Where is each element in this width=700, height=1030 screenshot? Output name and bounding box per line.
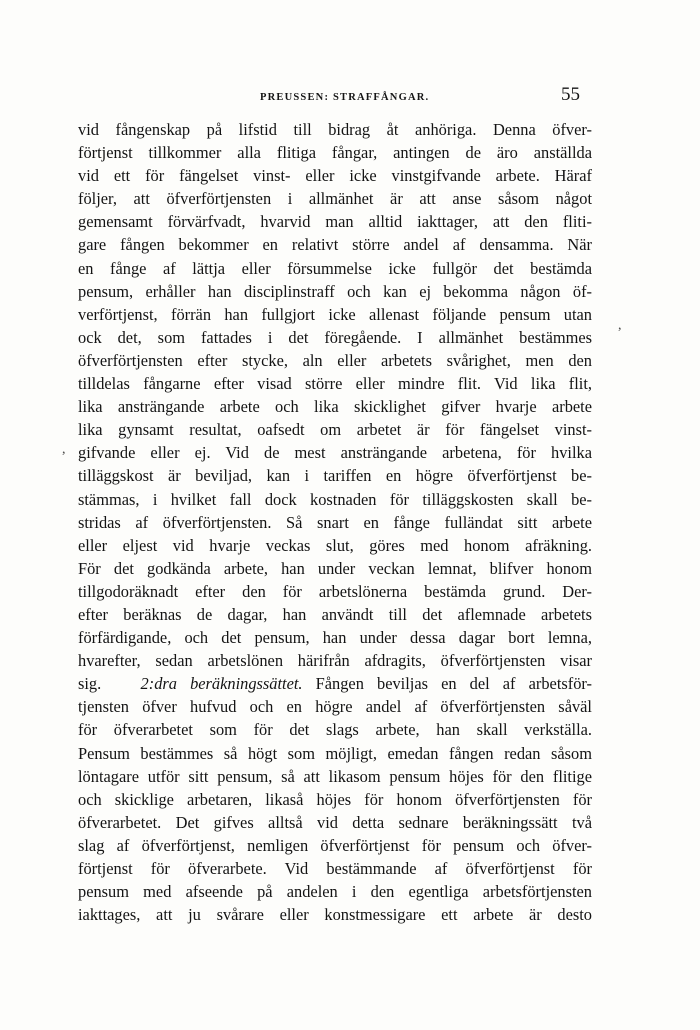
- text-line: slag af öfverförtjenst, nemligen öfverförtjenst för pensum och öfver-: [78, 835, 592, 855]
- text-line: eller eljest vid hvarje veckas slut, göres med honom afräkning.: [78, 535, 592, 555]
- text-line: tilldelas fångarne efter visad större eller mindre flit. Vid lika flit,: [78, 374, 592, 394]
- text-line: lika gynsamt resultat, oafsedt om arbetet är för fängelset vinst-: [78, 420, 592, 440]
- text-line: vid ett för fängelset vinst- eller icke vinstgifvande arbete. Häraf: [78, 166, 592, 186]
- text-line: tillgodoräknadt efter den för arbetslönerna bestämda grund. Der-: [78, 581, 592, 601]
- text-line: och skicklige arbetaren, likaså höjes för honom öfverförtjensten för: [78, 789, 592, 809]
- text-line-with-heading: [78, 672, 592, 695]
- text-line: pensum med afseende på andelen i den egentliga arbetsförtjensten: [78, 882, 592, 902]
- text-line: hvarefter, sedan arbetslönen härifrån afdragits, öfverförtjensten visar: [78, 651, 592, 671]
- text-line: efter beräknas de dagar, han användt till det aflemnade arbetets: [78, 604, 592, 624]
- text-line: ock det, som fattades i det föregående. I allmänhet bestämmes: [78, 327, 592, 347]
- text-line: verförtjenst, förrän han fullgjort icke allenast följande pensum utan: [78, 304, 592, 324]
- text-line: tjensten öfver hufvud och en högre andel af öfverförtjensten såväl: [78, 697, 592, 717]
- text-line: följer, att öfverförtjensten i allmänhet är att anse såsom något: [78, 189, 592, 209]
- page-header: [78, 83, 578, 109]
- text-line: För det godkända arbete, han under veckan lemnat, blifver honom: [78, 558, 592, 578]
- text-line: förtjenst tillkommer alla flitiga fångar, antingen de äro anställda: [78, 143, 592, 163]
- inline-subheading: 2:dra beräkningssättet.: [140, 674, 303, 694]
- text-line: öfverförtjensten efter stycke, aln eller arbetets svårighet, men den: [78, 350, 592, 370]
- text-line: för öfverarbetet som för det slags arbete, han skall verkställa.: [78, 720, 592, 740]
- text-line: en fånge af lättja eller försummelse icke fullgör det bestämda: [78, 258, 592, 278]
- text-line: stridas af öfverförtjensten. Så snart en fånge fulländat sitt arbete: [78, 512, 592, 532]
- text-line: lika ansträngande arbete och lika skicklighet gifver hvarje arbete: [78, 397, 592, 417]
- text-line: förfärdigande, och det pensum, han under dessa dagar bort lemna,: [78, 628, 592, 648]
- text-line: stämmas, i hvilket fall dock kostnaden för tilläggskosten skall be-: [78, 489, 592, 509]
- text-line: iakttages, att ju svårare eller konstmessigare ett arbete är desto: [78, 905, 592, 925]
- text-line: öfverarbetet. Det gifves alltså vid detta sednare beräkningssätt två: [78, 812, 592, 832]
- line-start: sig.: [78, 674, 102, 694]
- text-line: gifvande eller ej. Vid de mest ansträngande arbetena, för hvilka: [78, 443, 592, 463]
- text-line: gare fången bekommer en relativt större andel af densamma. När: [78, 235, 592, 255]
- text-line: vid fångenskap på lifstid till bidrag åt anhöriga. Denna öfver-: [78, 120, 592, 139]
- margin-mark: ,: [62, 442, 66, 457]
- text-line: löntagare utför sitt pensum, så att likasom pensum höjes för den flitige: [78, 766, 592, 786]
- text-line: förtjenst för öfverarbete. Vid bestämmande af öfverförtjenst för: [78, 859, 592, 878]
- text-line: Pensum bestämmes så högt som möjligt, emedan fången redan såsom: [78, 743, 592, 763]
- text-line: tilläggskost är beviljad, kan i tariffen en högre öfverförtjenst be-: [78, 466, 592, 486]
- text-line: gemensamt förvärfvadt, hvarvid man alltid iakttager, att den fliti-: [78, 212, 592, 232]
- line-rest: Fången beviljas en del af arbetsför-: [315, 674, 592, 694]
- margin-mark: ,: [618, 318, 622, 333]
- running-head: PREUSSEN: STRAFFÅNGAR.: [260, 92, 430, 103]
- text-line: pensum, erhåller han disciplinstraff och kan ej bekomma någon öf-: [78, 281, 592, 301]
- page-number: 55: [561, 84, 580, 105]
- body-text: [78, 118, 592, 926]
